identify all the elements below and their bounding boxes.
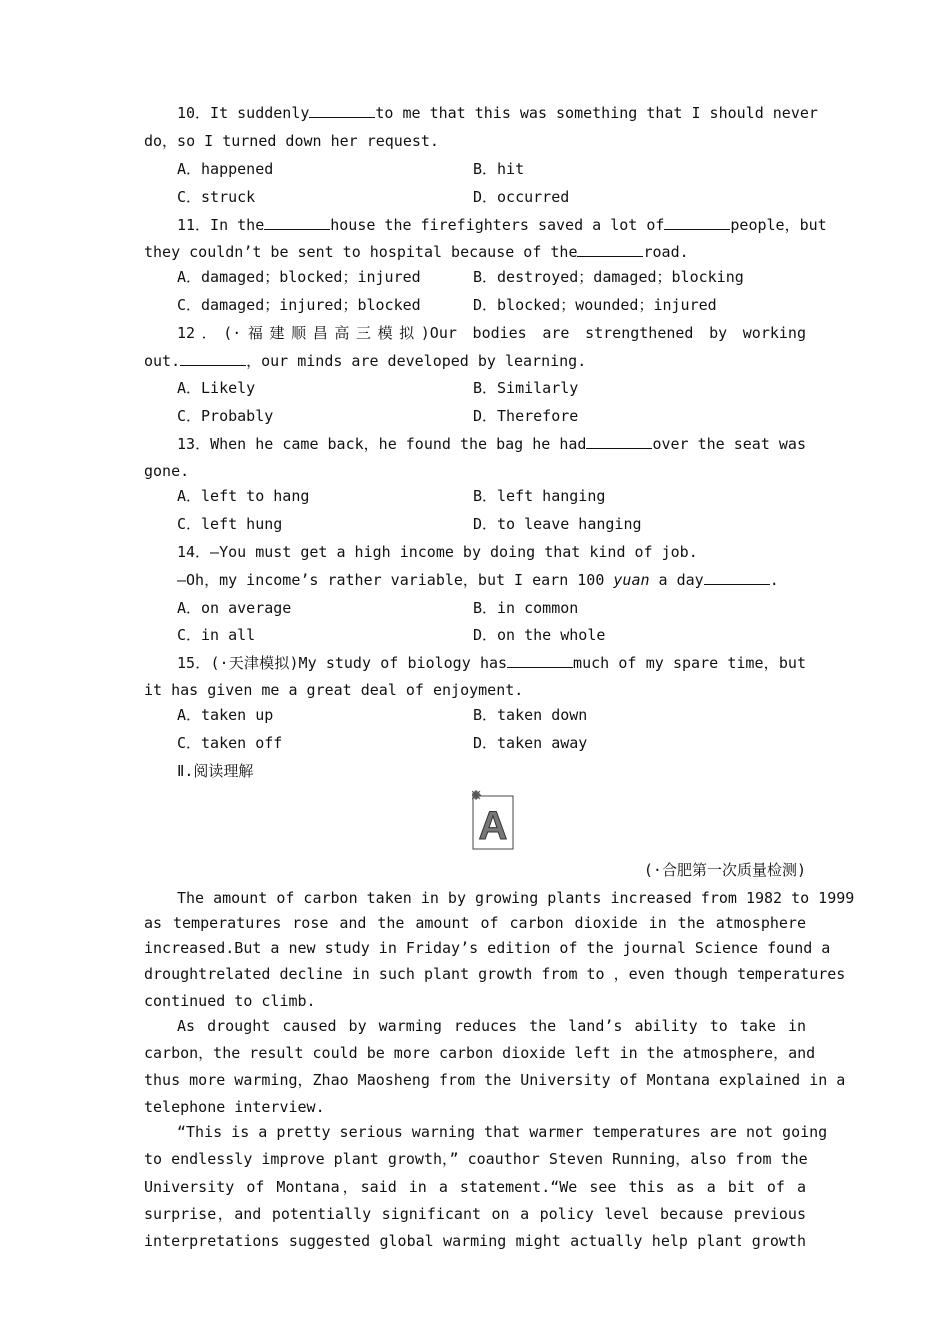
passage-p2-line: telephone interview. bbox=[144, 1098, 325, 1116]
q12-stem-line2: out. ，our minds are developed by learning. bbox=[144, 352, 587, 370]
q13-stem-line1: 13．When he came back，he found the bag he had over the seat was bbox=[177, 435, 806, 453]
q12-option-d: D．Therefore bbox=[473, 407, 579, 425]
passage-p3-line: interpretations suggested global warming might actually help plant growth bbox=[144, 1232, 806, 1250]
q11-option-d: D．blocked；wounded；injured bbox=[473, 296, 717, 314]
passage-p3-line: surprise，and potentially significant on a policy level because previous bbox=[144, 1205, 806, 1223]
q10-option-c: C．struck bbox=[177, 188, 256, 206]
q13-stem-line2: gone. bbox=[144, 462, 190, 480]
q14-option-d: D．on the whole bbox=[473, 626, 606, 644]
q15-stem-line2: it has given me a great deal of enjoyment. bbox=[144, 681, 524, 699]
answer-blank bbox=[309, 103, 375, 118]
q14-option-b: B．in common bbox=[473, 599, 579, 617]
q10-option-b: B．hit bbox=[473, 160, 525, 178]
answer-blank bbox=[577, 242, 643, 257]
answer-blank bbox=[586, 434, 652, 449]
q11-option-a: A．damaged；blocked；injured bbox=[177, 268, 421, 286]
q15-option-b: B．taken down bbox=[473, 706, 588, 724]
passage-p2-line: As drought caused by warming reduces the land’s ability to take in bbox=[177, 1017, 806, 1035]
passage-p1-line: The amount of carbon taken in by growing plants increased from 1982 to 1999 bbox=[177, 889, 855, 907]
answer-blank bbox=[664, 215, 730, 230]
q11-option-c: C．damaged；injured；blocked bbox=[177, 296, 421, 314]
passage-p3-line: “This is a pretty serious warning that warmer temperatures are not going bbox=[177, 1123, 828, 1141]
answer-blank bbox=[180, 351, 246, 366]
passage-a-badge bbox=[472, 790, 514, 850]
q15-stem-line1: 15．(·天津模拟)My study of biology has much of my spare time，but bbox=[177, 654, 806, 672]
q13-option-a: A．left to hang bbox=[177, 487, 310, 505]
q12-stem-line1: 12．(·福建顺昌高三模拟)Our bodies are strengthened by working bbox=[177, 324, 806, 342]
passage-source: (·合肥第一次质量检测) bbox=[643, 861, 806, 879]
q15-option-a: A．taken up bbox=[177, 706, 274, 724]
q14-option-c: C．in all bbox=[177, 626, 256, 644]
q11-stem-line2: they couldn’t be sent to hospital because of the road. bbox=[144, 243, 689, 261]
q13-option-b: B．left hanging bbox=[473, 487, 606, 505]
answer-blank bbox=[264, 215, 330, 230]
q13-option-c: C．left hung bbox=[177, 515, 283, 533]
passage-p1-line: increased.But a new study in Friday’s edition of the journal Science found a bbox=[144, 939, 831, 957]
q10-option-a: A．happened bbox=[177, 160, 274, 178]
passage-p2-line: thus more warming，Zhao Maosheng from the University of Montana explained in a bbox=[144, 1071, 846, 1089]
passage-p1-line: continued to climb. bbox=[144, 992, 316, 1010]
passage-p1-line: as temperatures rose and the amount of carbon dioxide in the atmosphere bbox=[144, 914, 806, 932]
q14-stem-line2: —Oh，my income’s rather variable，but I earn 100 yuan a day . bbox=[177, 571, 779, 589]
answer-blank bbox=[507, 653, 573, 668]
passage-p3-line: to endlessly improve plant growth，” coauthor Steven Running，also from the bbox=[144, 1150, 808, 1168]
badge-graphic bbox=[472, 790, 514, 850]
q10-stem-line2: do，so I turned down her request. bbox=[144, 132, 439, 150]
q12-option-c: C．Probably bbox=[177, 407, 274, 425]
q11-option-b: B．destroyed；damaged；blocking bbox=[473, 268, 744, 286]
passage-p2-line: carbon，the result could be more carbon dioxide left in the atmosphere，and bbox=[144, 1044, 816, 1062]
q14-option-a: A．on average bbox=[177, 599, 292, 617]
q12-option-b: B．Similarly bbox=[473, 379, 579, 397]
answer-blank bbox=[704, 570, 770, 585]
badge-letter: A bbox=[478, 804, 508, 848]
q15-option-d: D．taken away bbox=[473, 734, 588, 752]
passage-p1-line: droughtrelated decline in such plant growth from to ，even though temperatures bbox=[144, 965, 846, 983]
q12-option-a: A．Likely bbox=[177, 379, 256, 397]
q11-stem-line1: 11．In the house the firefighters saved a lot of people，but bbox=[177, 216, 827, 234]
q15-option-c: C．taken off bbox=[177, 734, 283, 752]
section-heading: Ⅱ.阅读理解 bbox=[177, 762, 254, 780]
q13-option-d: D．to leave hanging bbox=[473, 515, 642, 533]
q14-stem-line1: 14．—You must get a high income by doing that kind of job. bbox=[177, 543, 698, 561]
q10-stem-line1: 10．It suddenly to me that this was something that I should never bbox=[177, 104, 818, 122]
q10-option-d: D．occurred bbox=[473, 188, 570, 206]
passage-p3-line: University of Montana，said in a statement.“We see this as a bit of a bbox=[144, 1178, 806, 1196]
